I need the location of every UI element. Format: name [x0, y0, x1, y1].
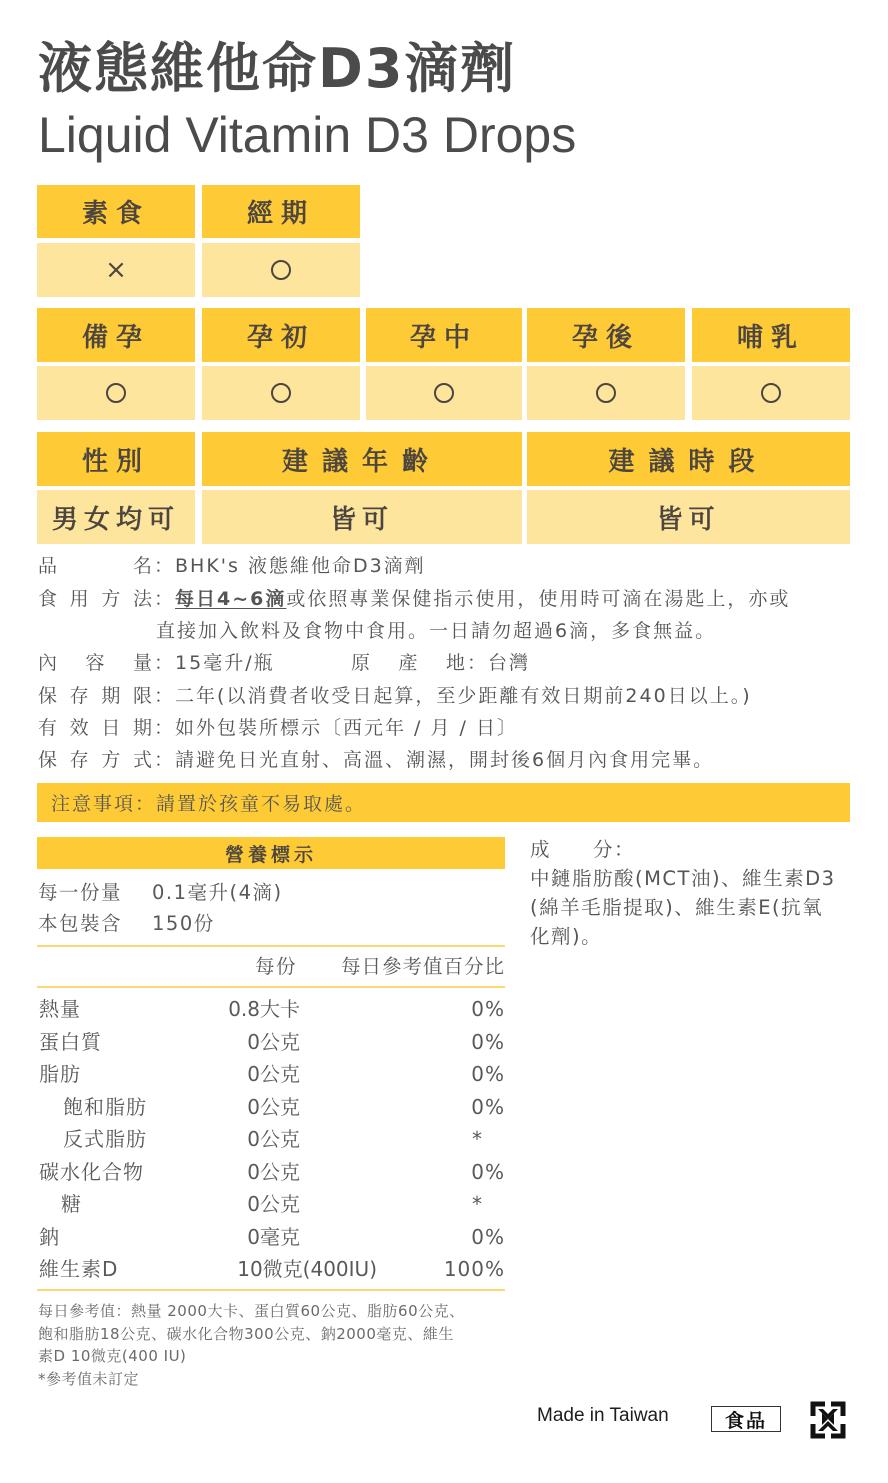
- divider: [37, 945, 505, 947]
- usage-dosage-emphasis: 每日4~6滴: [175, 588, 287, 610]
- recycle-icon: [809, 1400, 847, 1440]
- header-early-pregnancy: 孕初: [202, 308, 360, 362]
- circle-icon: [761, 383, 781, 403]
- circle-icon: [106, 383, 126, 403]
- nutrition-footnote: 每日參考值：熱量 2000大卡、蛋白質60公克、脂肪60公克、 飽和脂肪18公克、碳水化合物300公克、鈉2000毫克、維生 素D 10微克(400 IU) *參考值未訂定: [38, 1302, 465, 1388]
- ingredients-label: 成 分：: [530, 838, 636, 861]
- circle-icon: [434, 383, 454, 403]
- servings-per-package-label: 本包裝含: [38, 912, 123, 935]
- value-vegetarian: [37, 243, 195, 297]
- info-storage: 保存方式：請避免日光直射、高溫、潮濕，開封後6個月內食用完畢。: [38, 749, 715, 771]
- info-usage-continued: 直接加入飲料及食物中食用。一日請勿超過6滴，多食無益。: [156, 620, 717, 642]
- header-recommended-age: 建議年齡: [202, 432, 522, 486]
- divider: [37, 986, 505, 988]
- info-product-name: 品 名：BHK's 液態維他命D3滴劑: [38, 555, 426, 577]
- nutrition-title: 營養標示: [37, 837, 505, 869]
- nutrition-row-protein: 蛋白質 0公克 0%: [39, 1030, 505, 1054]
- serving-size-label: 每一份量: [38, 881, 123, 904]
- value-early-pregnancy: [202, 366, 360, 420]
- divider: [37, 1289, 505, 1291]
- header-preconception: 備孕: [37, 308, 195, 362]
- circle-icon: [271, 260, 291, 280]
- nutrition-row-calories: 熱量 0.8大卡 0%: [39, 997, 505, 1021]
- header-late-pregnancy: 孕後: [527, 308, 685, 362]
- nutrition-row-trans-fat: 反式脂肪 0公克 *: [63, 1127, 483, 1151]
- value-recommended-time: 皆可: [527, 490, 850, 544]
- food-badge: 食品: [711, 1406, 781, 1432]
- value-breastfeeding: [692, 366, 850, 420]
- header-gender: 性別: [37, 432, 195, 486]
- made-in-taiwan: Made in Taiwan: [537, 1405, 669, 1426]
- column-per-serving: 每份: [255, 955, 298, 978]
- ingredients: 成 分： 中鏈脂肪酸(MCT油)、維生素D3 (綿羊毛脂提取)、維生素E(抗氧 化劑)。: [530, 835, 855, 951]
- value-mid-pregnancy: [366, 366, 522, 420]
- value-late-pregnancy: [527, 366, 685, 420]
- value-menstruation: [202, 243, 360, 297]
- value-recommended-age: 皆可: [202, 490, 522, 544]
- nutrition-row-sugar: 糖 0公克 *: [61, 1192, 483, 1216]
- notice-bar: 注意事項 ： 請置於孩童不易取處。: [37, 783, 850, 822]
- header-breastfeeding: 哺乳: [692, 308, 850, 362]
- nutrition-row-saturated-fat: 飽和脂肪 0公克 0%: [63, 1095, 505, 1119]
- product-title-chinese: 液態維他命D3滴劑: [38, 37, 517, 100]
- product-title-english: Liquid Vitamin D3 Drops: [38, 107, 577, 163]
- column-daily-value-percent: 每日參考值百分比: [340, 955, 505, 978]
- value-preconception: [37, 366, 195, 420]
- nutrition-row-carbohydrate: 碳水化合物 0公克 0%: [39, 1160, 505, 1184]
- servings-per-package-value: 150份: [152, 912, 215, 935]
- header-menstruation: 經期: [202, 185, 360, 238]
- info-usage: 食用方法：每日4~6滴或依照專業保健指示使用，使用時可滴在湯匙上，亦或: [38, 588, 791, 610]
- info-volume: 內 容 量：15毫升/瓶 原 產 地：台灣: [38, 652, 531, 674]
- circle-icon: [596, 383, 616, 403]
- circle-icon: [271, 383, 291, 403]
- cross-icon: ×: [105, 255, 127, 285]
- nutrition-row-fat: 脂肪 0公克 0%: [39, 1062, 505, 1086]
- info-shelf-life: 保存期限：二年(以消費者收受日起算，至少距離有效日期前240日以上。): [38, 685, 752, 707]
- nutrition-row-vitamin-d: 維生素D 10微克(400IU) 100%: [39, 1257, 505, 1281]
- header-recommended-time: 建議時段: [527, 432, 850, 486]
- info-expiry: 有效日期：如外包裝所標示〔西元年 / 月 / 日〕: [38, 717, 518, 739]
- header-mid-pregnancy: 孕中: [366, 308, 522, 362]
- serving-size-value: 0.1毫升(4滴): [152, 881, 283, 904]
- nutrition-row-sodium: 鈉 0毫克 0%: [39, 1225, 505, 1249]
- header-vegetarian: 素食: [37, 185, 195, 238]
- value-gender: 男女均可: [37, 490, 195, 544]
